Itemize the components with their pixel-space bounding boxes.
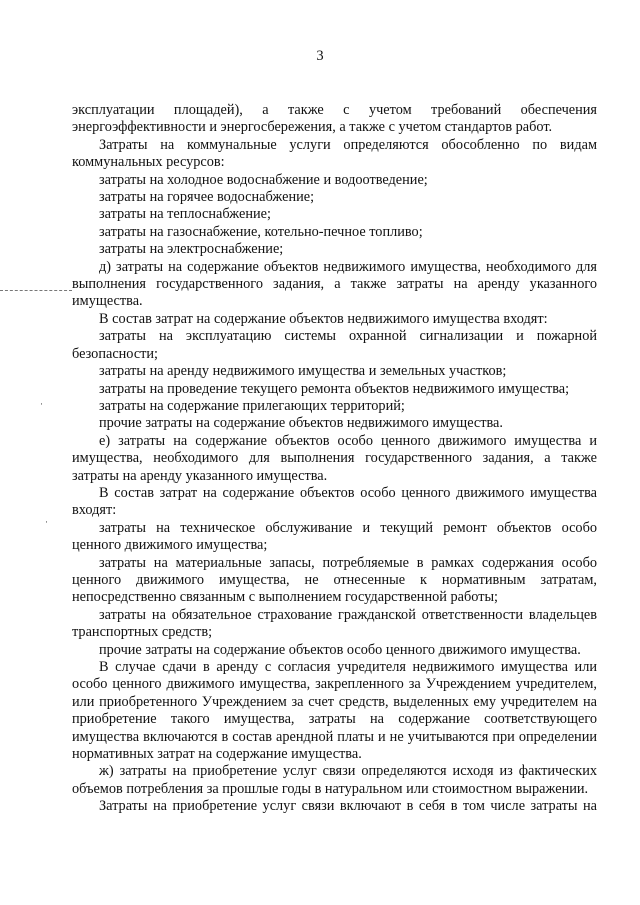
paragraph: энергоэффективности и энергосбережения, а также с учетом стандартов работ. <box>72 119 553 136</box>
paragraph: затраты на газоснабжение, котельно-печное топливо; <box>99 223 423 240</box>
paragraph: затраты на проведение текущего ремонта объектов недвижимого имущества; <box>99 380 570 397</box>
document-body <box>72 102 597 816</box>
margin-mark: · <box>40 399 43 409</box>
paragraph: затраты на обязательное страхование гражданской ответственности владельцев транспортных средств; <box>72 606 597 641</box>
margin-mark: · <box>45 517 48 527</box>
paragraph: В состав затрат на содержание объектов недвижимого имущества входят: <box>99 310 548 327</box>
paragraph: Затраты на коммунальные услуги определяются обособленно по видам коммунальных ресурсов: <box>72 136 597 171</box>
paragraph: затраты на холодное водоснабжение и водоотведение; <box>99 171 428 188</box>
paragraph: затраты на материальные запасы, потребляемые в рамках содержания особо ценного движимого имущества, не отнесенные к нормативным затратам, непосредственно связанным с выполнением государственной работы; <box>72 554 597 606</box>
paragraph: В случае сдачи в аренду с согласия учредителя недвижимого имущества или особо ценного движимого имущества, закрепленного за Учреждением учредителем, или приобретенного Учреждением за счет средств, выделенных ему учредителем на приобретение такого имущества, затраты на содержание соответствующего имущества включаются в состав арендной платы и не учитываются при определении нормативных затрат на содержание имущества. <box>72 659 597 763</box>
paragraph: затраты на техническое обслуживание и текущий ремонт объектов особо ценного движимого имущества; <box>72 519 597 554</box>
paragraph: прочие затраты на содержание объектов недвижимого имущества. <box>99 415 503 432</box>
paragraph: Затраты на приобретение услуг связи включают в себя в том числе затраты на <box>99 798 597 815</box>
margin-dash-line <box>0 290 72 291</box>
paragraph: затраты на содержание прилегающих территорий; <box>99 397 405 414</box>
paragraph: затраты на горячее водоснабжение; <box>99 189 315 206</box>
paragraph: затраты на эксплуатацию системы охранной сигнализации и пожарной безопасности; <box>72 328 597 362</box>
paragraph: В состав затрат на содержание объектов особо ценного движимого имущества входят: <box>72 484 597 519</box>
page-number: 3 <box>316 48 324 64</box>
paragraph: прочие затраты на содержание объектов особо ценного движимого имущества. <box>99 641 581 658</box>
paragraph: ж) затраты на приобретение услуг связи определяются исходя из фактических объемов потребления за прошлые годы в натуральном или стоимостном выражении. <box>72 763 597 797</box>
paragraph: эксплуатации площадей), а также с учетом требований обеспечения <box>72 102 597 118</box>
paragraph: е) затраты на содержание объектов особо ценного движимого имущества и имущества, необходимого для выполнения государственного задания, а также затраты на аренду указанного имущества. <box>72 432 597 484</box>
paragraph: д) затраты на содержание объектов недвижимого имущества, необходимого для выполнения государственного задания, а также затраты на аренду указанного имущества. <box>72 258 597 310</box>
paragraph: затраты на электроснабжение; <box>99 241 284 258</box>
paragraph: затраты на теплоснабжение; <box>99 206 271 223</box>
paragraph: затраты на аренду недвижимого имущества и земельных участков; <box>99 363 507 380</box>
